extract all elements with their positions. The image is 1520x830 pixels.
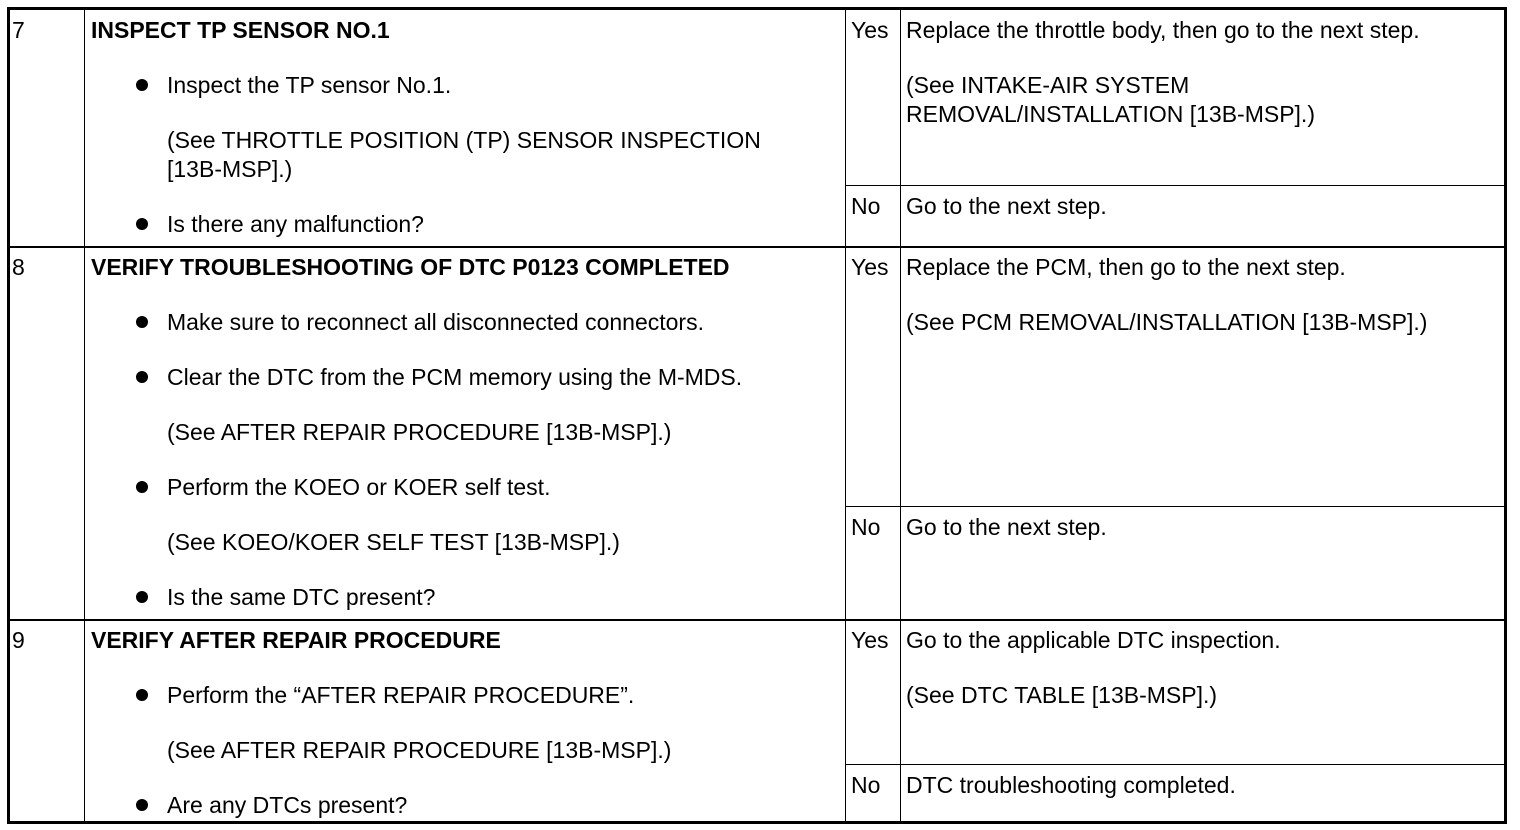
yes-action-reference: (See PCM REMOVAL/INSTALLATION [13B-MSP].) [906, 309, 1428, 335]
step-title: VERIFY AFTER REPAIR PROCEDURE [91, 627, 501, 653]
step-number-cell [10, 10, 85, 246]
bullet-icon [136, 689, 148, 701]
no-action-cell [901, 507, 1504, 619]
no-action-text: DTC troubleshooting completed. [906, 772, 1236, 798]
yes-action-reference: (See INTAKE-AIR SYSTEM REMOVAL/INSTALLATION [13B-MSP].) [906, 72, 1315, 127]
no-label-cell [846, 186, 901, 246]
yes-label: Yes [851, 17, 889, 43]
step-row-9 [10, 619, 1504, 821]
step-number: 8 [12, 254, 25, 280]
no-label: No [851, 772, 881, 798]
no-label-cell [846, 765, 901, 821]
step-number: 9 [12, 627, 25, 653]
step-item: Perform the “AFTER REPAIR PROCEDURE”. [167, 682, 635, 708]
no-branch [846, 506, 1504, 619]
result-cell [846, 248, 1504, 619]
step-row-7 [10, 10, 1504, 246]
no-label-cell [846, 507, 901, 619]
yes-action-reference: (See DTC TABLE [13B-MSP].) [906, 682, 1218, 708]
yes-action-cell [901, 248, 1504, 506]
yes-branch [846, 248, 1504, 506]
no-action-text: Go to the next step. [906, 514, 1107, 540]
step-title: VERIFY TROUBLESHOOTING OF DTC P0123 COMPLETED [91, 254, 730, 280]
step-item: Make sure to reconnect all disconnected connectors. [167, 309, 704, 335]
yes-label-cell [846, 10, 901, 185]
step-number-cell [10, 248, 85, 619]
yes-label: Yes [851, 627, 889, 653]
result-cell [846, 10, 1504, 246]
troubleshooting-table [7, 7, 1507, 824]
bullet-icon [136, 591, 148, 603]
no-label: No [851, 514, 881, 540]
result-cell [846, 621, 1504, 821]
yes-branch [846, 621, 1504, 764]
step-item: (See THROTTLE POSITION (TP) SENSOR INSPECTION [13B-MSP].) [167, 127, 761, 182]
step-item: (See AFTER REPAIR PROCEDURE [13B-MSP].) [167, 419, 672, 445]
bullet-icon [136, 371, 148, 383]
step-description-cell [85, 248, 846, 619]
yes-action-text: Go to the applicable DTC inspection. [906, 627, 1281, 653]
yes-label-cell [846, 248, 901, 506]
bullet-icon [136, 481, 148, 493]
bullet-icon [136, 316, 148, 328]
step-item: Is there any malfunction? [167, 211, 424, 237]
step-item: (See KOEO/KOER SELF TEST [13B-MSP].) [167, 529, 620, 555]
step-description-cell [85, 621, 846, 821]
no-action-cell [901, 765, 1504, 821]
step-item: Clear the DTC from the PCM memory using the M-MDS. [167, 364, 743, 390]
yes-action-text: Replace the PCM, then go to the next step. [906, 254, 1346, 280]
step-item: Inspect the TP sensor No.1. [167, 72, 452, 98]
bullet-icon [136, 218, 148, 230]
bullet-icon [136, 799, 148, 811]
step-description-cell [85, 10, 846, 246]
step-item: Are any DTCs present? [167, 792, 408, 818]
yes-action-cell [901, 10, 1504, 185]
no-action-text: Go to the next step. [906, 193, 1107, 219]
step-item: Perform the KOEO or KOER self test. [167, 474, 551, 500]
step-number: 7 [12, 17, 25, 43]
bullet-icon [136, 79, 148, 91]
no-branch [846, 185, 1504, 246]
yes-branch [846, 10, 1504, 185]
yes-action-text: Replace the throttle body, then go to the next step. [906, 17, 1420, 43]
no-action-cell [901, 186, 1504, 246]
no-branch [846, 764, 1504, 821]
step-item: Is the same DTC present? [167, 584, 436, 610]
yes-label-cell [846, 621, 901, 764]
yes-action-cell [901, 621, 1504, 764]
yes-label: Yes [851, 254, 889, 280]
step-title: INSPECT TP SENSOR NO.1 [91, 17, 390, 43]
step-number-cell [10, 621, 85, 821]
no-label: No [851, 193, 881, 219]
step-row-8 [10, 246, 1504, 619]
step-item: (See AFTER REPAIR PROCEDURE [13B-MSP].) [167, 737, 672, 763]
